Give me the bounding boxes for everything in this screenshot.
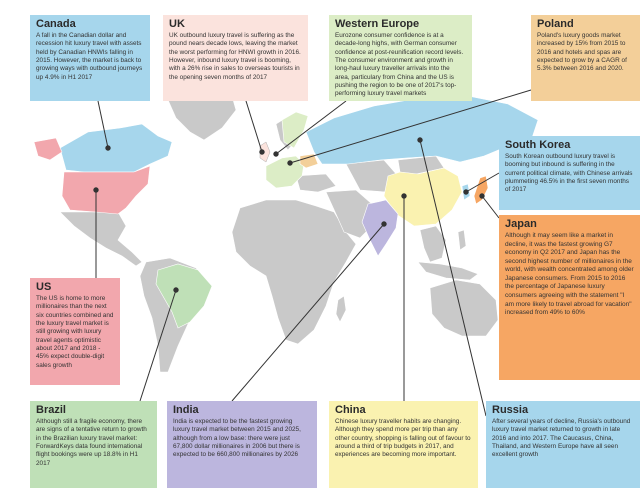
japan-callout	[499, 215, 640, 380]
canada-shape	[60, 124, 172, 172]
poland-callout	[531, 15, 640, 101]
poland-shape	[300, 154, 318, 168]
uk-dot	[260, 150, 264, 154]
uk-text: UK outbound luxury travel is suffering as the pound nears decade lows, leaving the market the worst performing for HNWI growth in 2016. However, inbound luxury travel is booming, with a 26% rise in sales to overseas tourists in the opening seven months of 2017	[169, 32, 301, 81]
uk-callout	[163, 15, 308, 101]
japan-title: Japan	[505, 218, 537, 230]
russia-dot	[418, 138, 422, 142]
brazil-dot	[174, 288, 178, 292]
us-dot	[94, 188, 98, 192]
poland-title: Poland	[537, 18, 574, 30]
china-dot	[402, 194, 406, 198]
canada-dot	[106, 146, 110, 150]
india-callout	[167, 401, 317, 488]
us-text: The US is home to more millionaires than the next six countries combined and the luxury travel market is still growing with luxury travel agents optimistic about 2017 and 2018 - 45% expect double-digit sales growth	[36, 295, 114, 369]
nordic-shape	[282, 112, 308, 148]
western-europe-dot	[274, 152, 278, 156]
uk-connector	[246, 101, 262, 152]
canada-text: A fall in the Canadian dollar and recession hit luxury travel with assets held by Canadian HNWIs falling in 2015. However, the market is back to growing ways with outbound journeys up 4.9% in H1 2017	[36, 32, 143, 81]
western-europe-callout	[329, 15, 472, 101]
japan-connector	[482, 196, 499, 218]
madagascar-shape	[336, 296, 346, 322]
africa-shape	[232, 200, 356, 344]
western-europe-text: Eurozone consumer confidence is at a decade-long highs, with German consumer confidence at post-reunification record levels. The consumer environment and growth in long-haul luxury traveller arrivals into the area, particulary from China and the US is pushing the region to be one of 2017's top-performing luxury travel markets	[335, 32, 464, 98]
china-callout	[329, 401, 478, 488]
india-dot	[382, 222, 386, 226]
poland-text: Poland's luxury goods market increased by 15% from 2015 to 2016 and hotels and spas are expected to grow by a CAGR of 5.3% between 2016 and 2020.	[537, 32, 627, 73]
us-title: US	[36, 281, 52, 293]
australia-shape	[430, 280, 498, 336]
india-text: India is expected to be the fastest growing luxury travel market between 2015 and 2025, although from a low base: there were just 67,800 dollar millionaires in 2006 but there is expected to be 660,800 millionaires by 2026	[173, 418, 301, 459]
china-title: China	[335, 404, 366, 416]
japan-dot	[480, 194, 484, 198]
poland-dot	[288, 161, 292, 165]
south-korea-dot	[464, 190, 468, 194]
south-korea-title: South Korea	[505, 139, 571, 151]
russia-text: After several years of decline, Russia's outbound luxury travel market returned to growth in late 2016 and into 2017. The Caucasus, China, Thailand, and Western Europe have all seen excellent growth	[492, 418, 631, 459]
mexico-shape	[60, 212, 142, 266]
china-text: Chinese luxury traveller habits are changing. Although they spend more per trip than any other country, shopping is falling out of favour to around a third of trip budgets in 2017, and experiences are becoming more important.	[335, 418, 471, 459]
japan-text: Although it may seem like a market in decline, it was the fastest growing G7 economy in Q2 2017 and Japan has the second highest number of millionaires in the world, with wealth concentrated among older Japanese consumers. From 2015 to 2016 the percentage of Japanese luxury consumers agreeing with the statement "I am more likely to travel abroad for vacation" increased from 49% to 60%	[505, 232, 634, 317]
brazil-callout	[30, 401, 157, 488]
alaska-shape	[34, 138, 62, 160]
philippines-shape	[458, 230, 466, 250]
indonesia-shape	[418, 262, 478, 280]
south-korea-callout	[499, 136, 640, 210]
russia-callout	[486, 401, 640, 488]
western-europe-title: Western Europe	[335, 18, 420, 30]
south-korea-text: South Korean outbound luxury travel is booming but inbound is suffering in the current political climate, with Chinese arrivals plummeting 46.5% in the first seven months of 2017	[505, 153, 633, 194]
brazil-text: Although still a fragile economy, there are signs of a tentative return to growth in the Brazilian luxury travel market: ForwardKeys data found international flight bookings were up 18.8% in H1 2017	[36, 418, 147, 467]
uk-title: UK	[169, 18, 185, 30]
india-title: India	[173, 404, 199, 416]
se-europe-shape	[296, 174, 336, 192]
us-shape	[62, 166, 150, 214]
canada-callout	[30, 15, 150, 101]
canada-title: Canada	[36, 18, 76, 30]
us-callout	[30, 278, 120, 385]
russia-title: Russia	[492, 404, 529, 416]
brazil-title: Brazil	[36, 404, 66, 416]
